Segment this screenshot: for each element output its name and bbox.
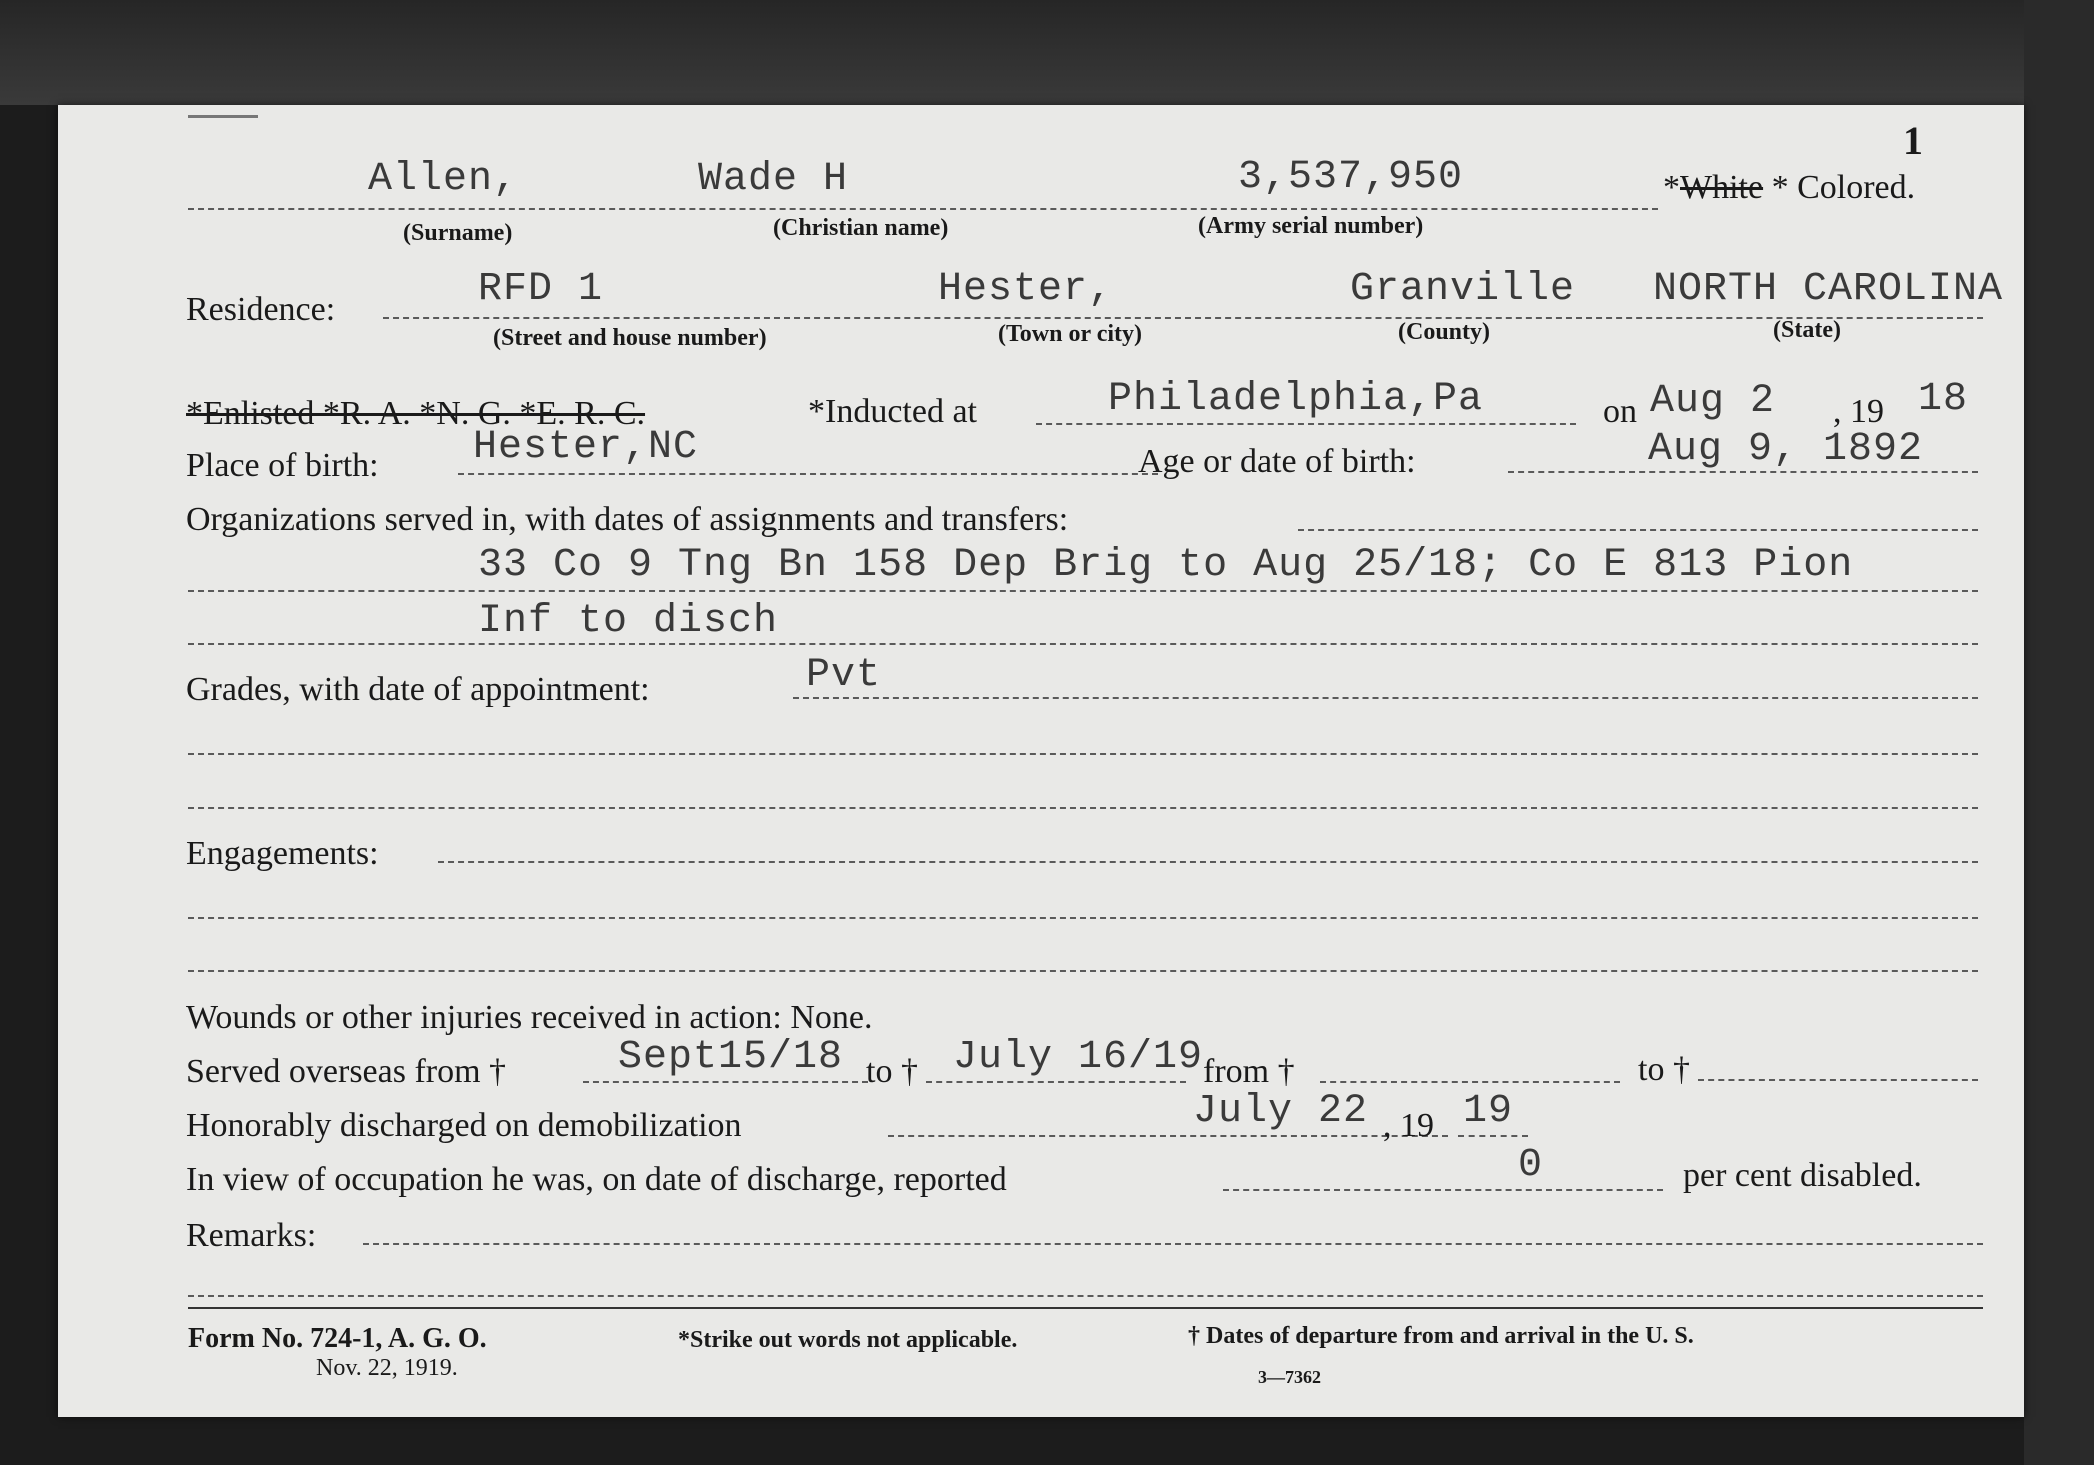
engagements-label: Engagements: — [186, 835, 379, 872]
organizations-line-2: Inf to disch — [478, 599, 779, 644]
christian-name-value: Wade H — [698, 157, 849, 202]
residence-label: Residence: — [186, 291, 336, 328]
overseas-to-label-2: to † — [1638, 1051, 1690, 1088]
wounds-text: Wounds or other injuries received in action: None. — [186, 999, 873, 1036]
disabled-pct-line — [1223, 1189, 1663, 1191]
surname-value: Allen, — [368, 157, 519, 202]
age-label: Age or date of birth: — [1138, 443, 1416, 480]
residence-line — [383, 317, 1983, 319]
date-of-birth-line — [1508, 471, 1978, 473]
grades-line-2 — [188, 753, 1978, 755]
grades-line-1 — [793, 697, 1978, 699]
race-colored: Colored. — [1797, 169, 1916, 206]
race-white-struck: White — [1680, 169, 1764, 206]
remarks-line-2 — [188, 1295, 1983, 1297]
county-caption: (County) — [1398, 319, 1491, 345]
remarks-line-1 — [363, 1243, 1983, 1245]
inducted-place-line — [1036, 423, 1576, 425]
inducted-year-prefix: , 19 — [1833, 393, 1884, 430]
overseas-from-line — [583, 1081, 868, 1083]
ink-mark — [188, 115, 258, 118]
organizations-line-2-rule — [188, 643, 1978, 645]
date-of-birth-value: Aug 9, 1892 — [1648, 427, 1924, 472]
scanner-background-top — [0, 0, 2094, 105]
inducted-year-value: 18 — [1918, 377, 1969, 422]
overseas-from-value: Sept15/18 — [618, 1035, 844, 1080]
residence-county-value: Granville — [1350, 267, 1576, 312]
per-cent-disabled-label: per cent disabled. — [1683, 1157, 1922, 1194]
disabled-pct-value: 0 — [1518, 1143, 1544, 1188]
discharge-year-value: 19 — [1463, 1089, 1514, 1134]
discharge-year-line — [1458, 1135, 1528, 1137]
residence-town-value: Hester, — [938, 267, 1114, 312]
grades-label: Grades, with date of appointment: — [186, 671, 650, 708]
grade-value: Pvt — [806, 653, 882, 698]
occupation-label: In view of occupation he was, on date of discharge, reported — [186, 1161, 1007, 1198]
organizations-line-1: 33 Co 9 Tng Bn 158 Dep Brig to Aug 25/18; Co E 813 Pion — [478, 543, 1854, 588]
overseas-to-line-2 — [1698, 1079, 1978, 1081]
engagements-line-3 — [188, 970, 1978, 972]
print-code: 3—7362 — [1258, 1367, 1321, 1387]
inducted-place-value: Philadelphia,Pa — [1108, 377, 1484, 422]
name-line — [188, 208, 1658, 210]
street-caption: (Street and house number) — [493, 325, 767, 351]
enlisted-options-struck: *Enlisted *R. A. *N. G. *E. R. C. — [186, 395, 646, 432]
overseas-from-line-2 — [1320, 1081, 1620, 1083]
overseas-to-line — [926, 1081, 1186, 1083]
residence-state-value: NORTH CAROLINA — [1653, 267, 2004, 312]
on-label: on — [1603, 393, 1637, 430]
remarks-label: Remarks: — [186, 1217, 317, 1254]
engagements-line-1 — [438, 861, 1978, 863]
serial-number-caption: (Army serial number) — [1198, 213, 1424, 239]
surname-caption: (Surname) — [403, 220, 513, 246]
christian-name-caption: (Christian name) — [773, 215, 949, 241]
serial-number-value: 3,537,950 — [1238, 155, 1464, 200]
grades-line-3 — [188, 807, 1978, 809]
race-field — [1663, 169, 1915, 207]
discharged-label: Honorably discharged on demobilization — [186, 1107, 742, 1144]
discharge-date-value: July 22 — [1193, 1089, 1369, 1134]
organizations-label-line — [1298, 529, 1978, 531]
overseas-from-label-2: from † — [1203, 1053, 1295, 1090]
race-star-2: * — [1771, 169, 1789, 206]
inducted-label: *Inducted at — [808, 393, 977, 430]
discharge-date-line — [888, 1135, 1448, 1137]
residence-street-value: RFD 1 — [478, 267, 604, 312]
service-record-card — [58, 105, 2024, 1417]
state-caption: (State) — [1773, 317, 1841, 343]
place-of-birth-value: Hester,NC — [473, 425, 699, 470]
place-of-birth-label: Place of birth: — [186, 447, 379, 484]
overseas-to-value: July 16/19 — [953, 1035, 1204, 1080]
overseas-label: Served overseas from † — [186, 1053, 507, 1090]
engagements-line-2 — [188, 917, 1978, 919]
discharge-year-prefix: , 19 — [1383, 1107, 1434, 1144]
inducted-date-value: Aug 2 — [1650, 379, 1776, 424]
strike-note: *Strike out words not applicable. — [678, 1327, 1018, 1353]
place-of-birth-line — [458, 473, 1158, 475]
form-number: Form No. 724-1, A. G. O. — [188, 1323, 487, 1354]
page-number: 1 — [1903, 118, 1923, 163]
race-star-1: * — [1663, 169, 1680, 206]
dagger-note: † Dates of departure from and arrival in the U. S. — [1188, 1323, 1694, 1349]
town-caption: (Town or city) — [998, 321, 1142, 347]
scanner-background-side — [2024, 0, 2094, 1465]
footer-rule — [188, 1307, 1983, 1309]
organizations-label: Organizations served in, with dates of assignments and transfers: — [186, 501, 1069, 538]
overseas-to-label: to † — [866, 1053, 918, 1090]
form-date: Nov. 22, 1919. — [316, 1355, 458, 1381]
organizations-line-1-rule — [188, 590, 1978, 592]
